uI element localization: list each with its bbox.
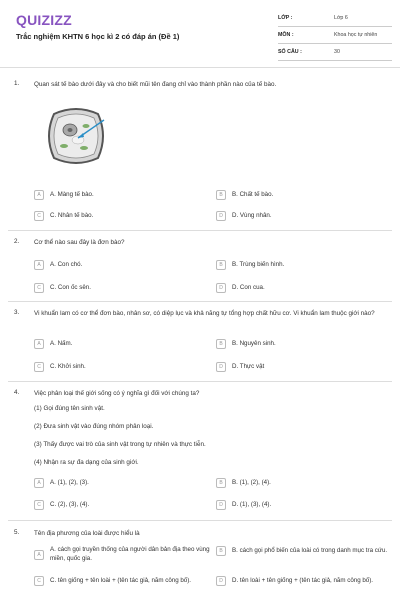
option-letter: C bbox=[34, 362, 44, 372]
option-letter: B bbox=[216, 546, 226, 556]
option-text: C. Khởi sinh. bbox=[50, 362, 86, 370]
option-d[interactable] bbox=[216, 362, 264, 372]
option-text: A. Nấm. bbox=[50, 339, 73, 347]
worksheet-meta bbox=[278, 10, 392, 61]
question-text: Quan sát tế bào dưới đây và cho biết mũi tên đang chỉ vào thành phần nào của tế bào. bbox=[34, 81, 277, 88]
option-letter: D bbox=[216, 576, 226, 586]
meta-value: 30 bbox=[334, 49, 340, 55]
option-c[interactable] bbox=[34, 500, 89, 510]
worksheet-title: Trắc nghiệm KHTN 6 học kì 2 có đáp án (Đề 1) bbox=[16, 32, 180, 41]
question-divider bbox=[8, 381, 392, 382]
option-text: D. Thực vật bbox=[232, 362, 265, 370]
option-letter: C bbox=[34, 500, 44, 510]
statement-line: (2) Đưa sinh vật vào đúng nhóm phân loại. bbox=[34, 423, 154, 430]
question-divider bbox=[8, 520, 392, 521]
question-number: 3. bbox=[14, 309, 20, 316]
question-text: Cơ thể nào sau đây là đơn bào? bbox=[34, 239, 125, 246]
meta-value: Khoa học tự nhiên bbox=[334, 32, 378, 38]
option-letter: B bbox=[216, 190, 226, 200]
question-divider bbox=[8, 301, 392, 302]
meta-key: MÔN : bbox=[278, 32, 294, 38]
option-c[interactable] bbox=[34, 576, 214, 586]
option-d[interactable] bbox=[216, 211, 272, 221]
meta-row-grade bbox=[278, 10, 392, 27]
option-letter: A bbox=[34, 478, 44, 488]
option-letter: A bbox=[34, 550, 44, 560]
option-text: B. Chất tế bào. bbox=[232, 190, 274, 198]
option-a[interactable] bbox=[34, 260, 82, 270]
option-c[interactable] bbox=[34, 362, 86, 372]
question-divider bbox=[8, 230, 392, 231]
meta-value: Lớp 6 bbox=[334, 15, 348, 21]
option-b[interactable] bbox=[216, 260, 284, 270]
option-text: C. Nhân tế bào. bbox=[50, 211, 94, 219]
option-b[interactable] bbox=[216, 478, 271, 488]
quizizz-logo: QUIZIZZ bbox=[16, 12, 72, 28]
option-a[interactable] bbox=[34, 546, 214, 563]
option-letter: A bbox=[34, 339, 44, 349]
question-number: 1. bbox=[14, 80, 20, 87]
question-number: 2. bbox=[14, 238, 20, 245]
option-letter: D bbox=[216, 211, 226, 221]
option-b[interactable] bbox=[216, 339, 276, 349]
option-a[interactable] bbox=[34, 190, 94, 200]
option-a[interactable] bbox=[34, 478, 89, 488]
option-text: D. Vùng nhân. bbox=[232, 211, 272, 219]
option-d[interactable] bbox=[216, 576, 394, 586]
option-letter: D bbox=[216, 283, 226, 293]
option-c[interactable] bbox=[34, 283, 91, 293]
statement-line: (1) Gọi đúng tên sinh vật. bbox=[34, 405, 105, 412]
meta-row-subject bbox=[278, 27, 392, 44]
meta-row-question-count bbox=[278, 44, 392, 61]
option-text: B. Trùng biến hình. bbox=[232, 260, 285, 268]
option-letter: B bbox=[216, 339, 226, 349]
option-letter: C bbox=[34, 576, 44, 586]
option-letter: A bbox=[34, 190, 44, 200]
option-a[interactable] bbox=[34, 339, 72, 349]
question-number: 5. bbox=[14, 529, 20, 536]
statement-line: (3) Thấy được vai trò của sinh vật trong tự nhiên và thực tiễn. bbox=[34, 441, 206, 448]
meta-key: LỚP : bbox=[278, 15, 293, 21]
option-text: A. Màng tế bào. bbox=[50, 190, 94, 198]
option-text: B. cách gọi phổ biến của loài có trong danh mục tra cứu. bbox=[232, 546, 388, 554]
option-letter: B bbox=[216, 260, 226, 270]
option-text: A. Con chó. bbox=[50, 260, 83, 268]
option-text: C. Con ốc sên. bbox=[50, 283, 91, 291]
question-number: 4. bbox=[14, 389, 20, 396]
option-letter: C bbox=[34, 211, 44, 221]
meta-key: SỐ CÂU : bbox=[278, 49, 302, 55]
option-text: D. Con cua. bbox=[232, 283, 265, 291]
option-d[interactable] bbox=[216, 283, 265, 293]
option-text: B. (1), (2), (4). bbox=[232, 478, 271, 486]
option-letter: D bbox=[216, 362, 226, 372]
option-text: C. tên giống + tên loài + (tên tác giả, năm công bố). bbox=[50, 576, 192, 584]
plant-cell-diagram bbox=[40, 100, 112, 172]
option-text: B. Nguyên sinh. bbox=[232, 339, 276, 347]
option-letter: A bbox=[34, 260, 44, 270]
option-text: D. (1), (3), (4). bbox=[232, 500, 272, 508]
option-letter: D bbox=[216, 500, 226, 510]
statement-line: (4) Nhận ra sự đa dạng của sinh giới. bbox=[34, 459, 139, 466]
worksheet-header bbox=[0, 0, 400, 68]
option-text: A. cách gọi truyền thống của người dân bản địa theo vùng miền, quốc gia. bbox=[50, 546, 210, 562]
question-text: Việc phân loại thế giới sống có ý nghĩa gì đối với chúng ta? bbox=[34, 390, 200, 397]
question-text: Vi khuẩn lam có cơ thể đơn bào, nhân sơ, có diệp lục và khả năng tự tổng hợp chất hữu cơ. Vi khuẩn lam thuộc giới nào? bbox=[34, 310, 375, 317]
option-text: C. (2), (3), (4). bbox=[50, 500, 90, 508]
option-c[interactable] bbox=[34, 211, 93, 221]
option-letter: C bbox=[34, 283, 44, 293]
option-text: D. tên loài + tên giống + (tên tác giả, năm công bố). bbox=[232, 576, 374, 584]
option-b[interactable] bbox=[216, 546, 394, 556]
option-letter: B bbox=[216, 478, 226, 488]
option-text: A. (1), (2), (3). bbox=[50, 478, 89, 486]
option-b[interactable] bbox=[216, 190, 273, 200]
question-text: Tên địa phương của loài được hiểu là bbox=[34, 530, 140, 537]
option-d[interactable] bbox=[216, 500, 271, 510]
